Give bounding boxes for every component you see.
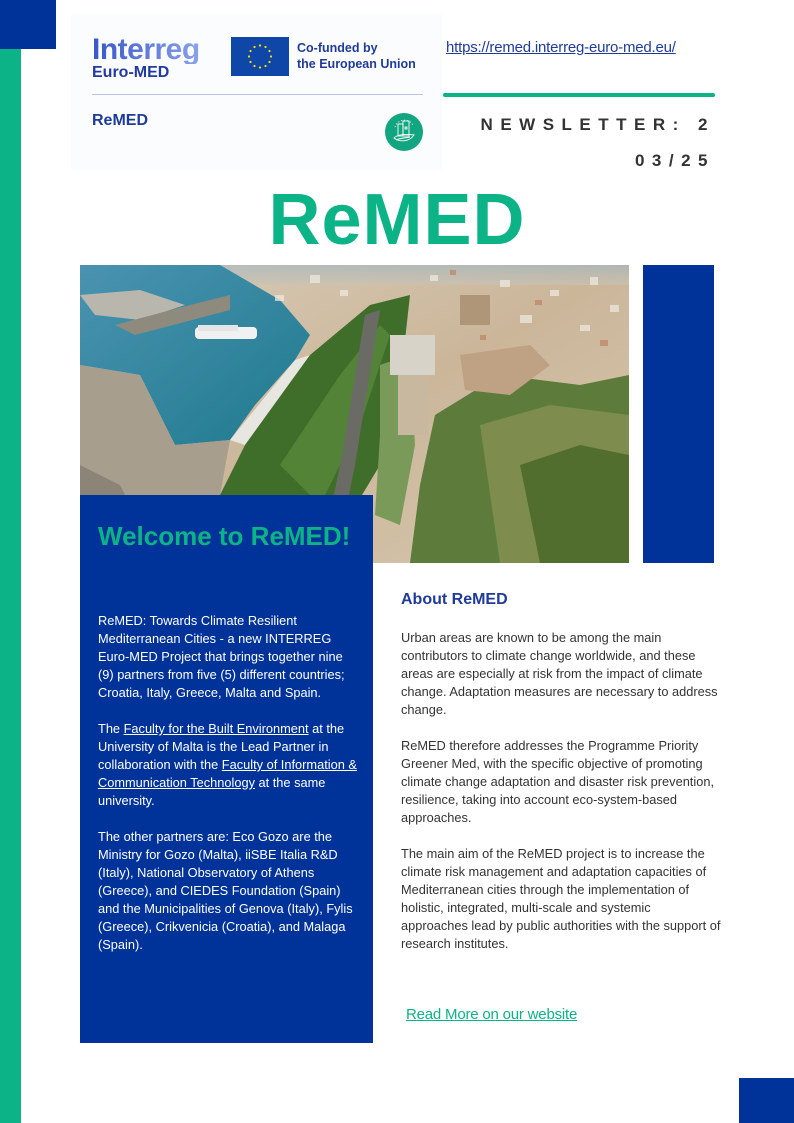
eu-cofunded-line1: Co-funded by xyxy=(297,41,378,55)
interreg-logo-subtext: Euro-MED xyxy=(92,64,170,81)
welcome-paragraph-3: The other partners are: Eco Gozo are the Ministry for Gozo (Malta), iiSBE Italia R&D (Italy), National Observatory of Athens (Greece), and CIEDES Foundation (Spain) and the Municipalities of Genova (Italy), Fylis (Greece), Crikvenicia (Croatia), and Malaga (Spain). xyxy=(98,829,353,952)
top-left-accent-block xyxy=(0,0,56,49)
issue-date: 03/25 xyxy=(634,151,715,170)
page-title: ReMED xyxy=(268,180,526,260)
eu-cofunded-label xyxy=(297,40,416,72)
website-link[interactable]: https://remed.interreg-euro-med.eu/ xyxy=(446,39,676,56)
about-paragraph-2: ReMED therefore addresses the Programme Priority Greener Med, with the specific objective of promoting climate change adaptation and disaster risk prevention, resilience, taking into account eco-system-based approaches. xyxy=(401,738,714,825)
left-accent-stripe xyxy=(0,0,21,1123)
welcome-paragraph-2 xyxy=(98,720,360,810)
welcome-p2-text: at the same university. xyxy=(98,775,326,808)
header-divider xyxy=(92,94,423,95)
header-project-name: ReMED xyxy=(92,112,149,129)
welcome-paragraph-1: ReMED: Towards Climate Resilient Mediterranean Cities - a new INTERREG Euro-MED Project that brings together nine (9) partners from five (5) different countries; Croatia, Italy, Greece, Malta and Spain. xyxy=(98,613,345,700)
welcome-heading: Welcome to ReMED! xyxy=(98,521,351,551)
about-paragraph-3: The main aim of the ReMED project is to increase the climate risk management and adaptation capacities of Mediterranean cities through the implementation of holistic, integrated, multi-scale and systemic approaches lead by public authorities with the support of research institutes. xyxy=(401,846,721,951)
right-accent-panel xyxy=(643,265,714,563)
faculty-ict-link[interactable]: Faculty of Information & Communication Technology xyxy=(98,757,357,790)
welcome-body xyxy=(98,612,360,972)
welcome-p2-text: The xyxy=(98,721,124,736)
green-city-leaf-icon xyxy=(385,113,423,151)
read-more-link[interactable]: Read More on our website xyxy=(406,1006,578,1023)
welcome-p2-text: at the University of Malta is the Lead Partner in collaboration with the xyxy=(98,721,345,772)
about-heading: About ReMED xyxy=(401,591,508,608)
interreg-logo-text: Interreg xyxy=(92,33,200,66)
bottom-right-accent-block xyxy=(739,1078,794,1123)
about-paragraph-1: Urban areas are known to be among the main contributors to climate change worldwide, and these areas are especially at risk from the impact of climate change. Adaptation measures are necessary to address change. xyxy=(401,630,718,717)
newsletter-number: NEWSLETTER: 2 xyxy=(480,115,715,134)
header-green-divider xyxy=(443,93,715,97)
faculty-built-environment-link[interactable]: Faculty for the Built Environment xyxy=(123,721,309,736)
eu-cofunded-line2: the European Union xyxy=(297,57,416,71)
interreg-logo xyxy=(92,33,200,81)
eu-flag-icon xyxy=(231,37,289,76)
about-body xyxy=(401,629,721,971)
